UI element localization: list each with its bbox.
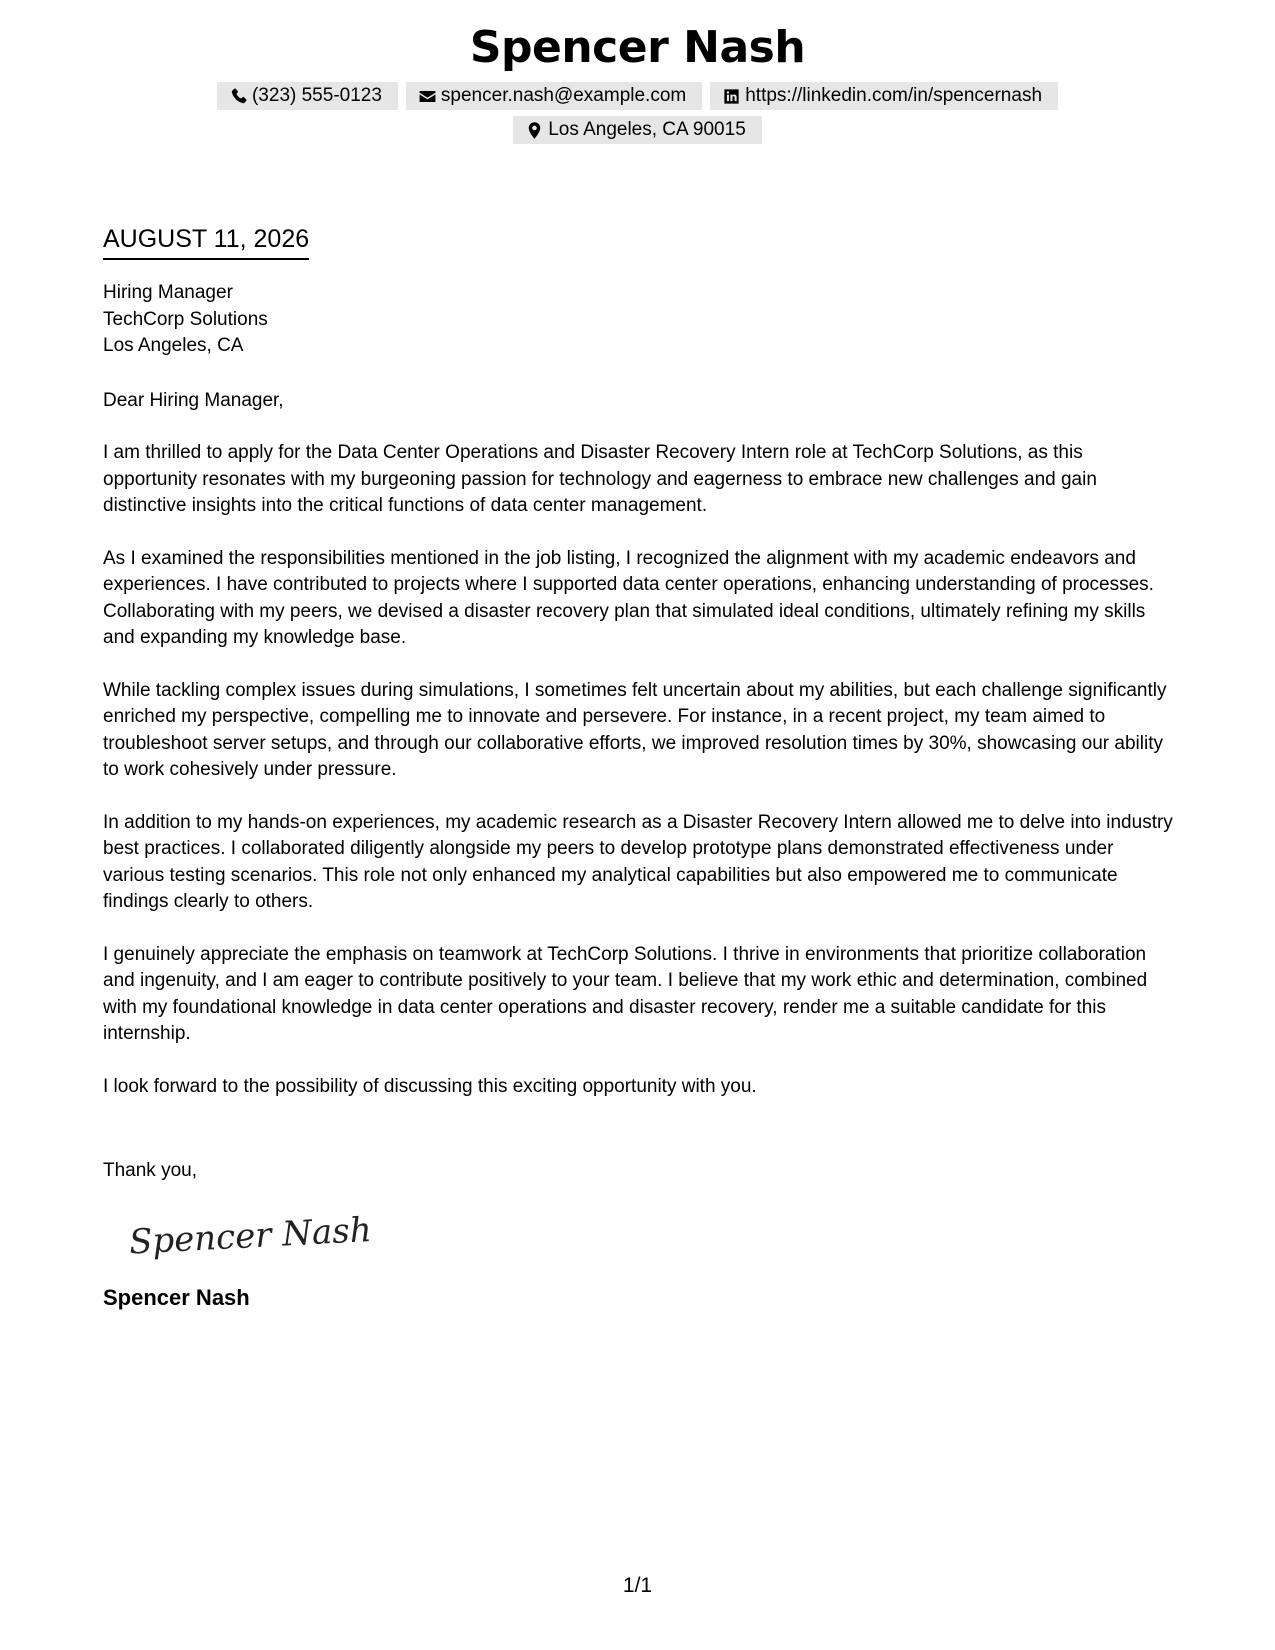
email-chip bbox=[406, 82, 702, 110]
linkedin-text: https://linkedin.com/in/spencernash bbox=[745, 85, 1043, 106]
letter-content bbox=[103, 388, 1175, 1101]
paragraph-6: I look forward to the possibility of discussing this exciting opportunity with you. bbox=[103, 1075, 757, 1097]
map-marker-icon bbox=[525, 121, 544, 140]
handwritten-signature bbox=[127, 1209, 373, 1263]
phone-chip bbox=[217, 82, 398, 110]
recipient-company: TechCorp Solutions bbox=[103, 308, 268, 330]
recipient-location: Los Angeles, CA bbox=[103, 335, 244, 356]
paragraph-1: I am thrilled to apply for the Data Center Operations and Disaster Recovery Intern role at TechCorp Solutions, as this opportunity resonates with my burgeoning passion for technology and eagerness to embrace new challenges and gain distinctive insights into the critical functions of data center management. bbox=[103, 442, 1097, 516]
contact-row-primary bbox=[0, 82, 1275, 110]
location-text: Los Angeles, CA 90015 bbox=[548, 119, 746, 140]
email-text: spencer.nash@example.com bbox=[440, 85, 687, 106]
signature-name: Spencer Nash bbox=[103, 1285, 250, 1310]
envelope-icon bbox=[418, 87, 437, 106]
svg-text:Spencer Nash: Spencer Nash bbox=[128, 1209, 373, 1263]
letter-header bbox=[0, 20, 1275, 144]
recipient-block bbox=[103, 280, 1175, 360]
paragraph-4: In addition to my hands-on experiences, my academic research as a Disaster Recovery Intern allowed me to delve into industry best practices. I collaborated diligently alongside my peers to develop prototype plans demonstrated effectiveness under various testing scenarios. This role not only enhanced my analytical capabilities but also empowered me to communicate findings clearly to others. bbox=[103, 811, 1173, 912]
paragraph-3: While tackling complex issues during simulations, I sometimes felt uncertain about my abilities, but each challenge significantly enriched my perspective, compelling me to innovate and persevere. For instance, in a recent project, my team aimed to troubleshoot server setups, and through our collaborative efforts, we improved resolution times by 30%, showcasing our ability to work cohesively under pressure. bbox=[103, 679, 1167, 780]
phone-icon bbox=[229, 87, 248, 106]
recipient-title: Hiring Manager bbox=[103, 282, 233, 303]
linkedin-icon bbox=[722, 87, 741, 106]
page-number: 1/1 bbox=[622, 1574, 653, 1597]
paragraph-5: I genuinely appreciate the emphasis on teamwork at TechCorp Solutions. I thrive in environments that prioritize collaboration and ingenuity, and I am eager to contribute positively to your team. I believe that my work ethic and determination, combined with my foundational knowledge in data center operations and disaster recovery, render me a suitable candidate for this internship. bbox=[103, 943, 1148, 1044]
paragraph-2: As I examined the responsibilities mentioned in the job listing, I recognized the alignment with my academic endeavors and experiences. I have contributed to projects where I supported data center operations, enhancing understanding of processes. Collaborating with my peers, we devised a disaster recovery plan that simulated ideal conditions, ultimately refining my skills and expanding my knowledge base. bbox=[103, 547, 1154, 648]
contact-row-secondary bbox=[0, 116, 1275, 144]
location-chip bbox=[513, 116, 762, 144]
closing: Thank you, bbox=[103, 1160, 197, 1181]
phone-text: (323) 555-0123 bbox=[251, 85, 382, 106]
linkedin-chip bbox=[710, 82, 1058, 110]
applicant-name: Spencer Nash bbox=[469, 22, 806, 73]
letter-body bbox=[103, 222, 1175, 1313]
letter-date: AUGUST 11, 2026 bbox=[103, 222, 309, 260]
salutation: Dear Hiring Manager, bbox=[103, 389, 284, 411]
